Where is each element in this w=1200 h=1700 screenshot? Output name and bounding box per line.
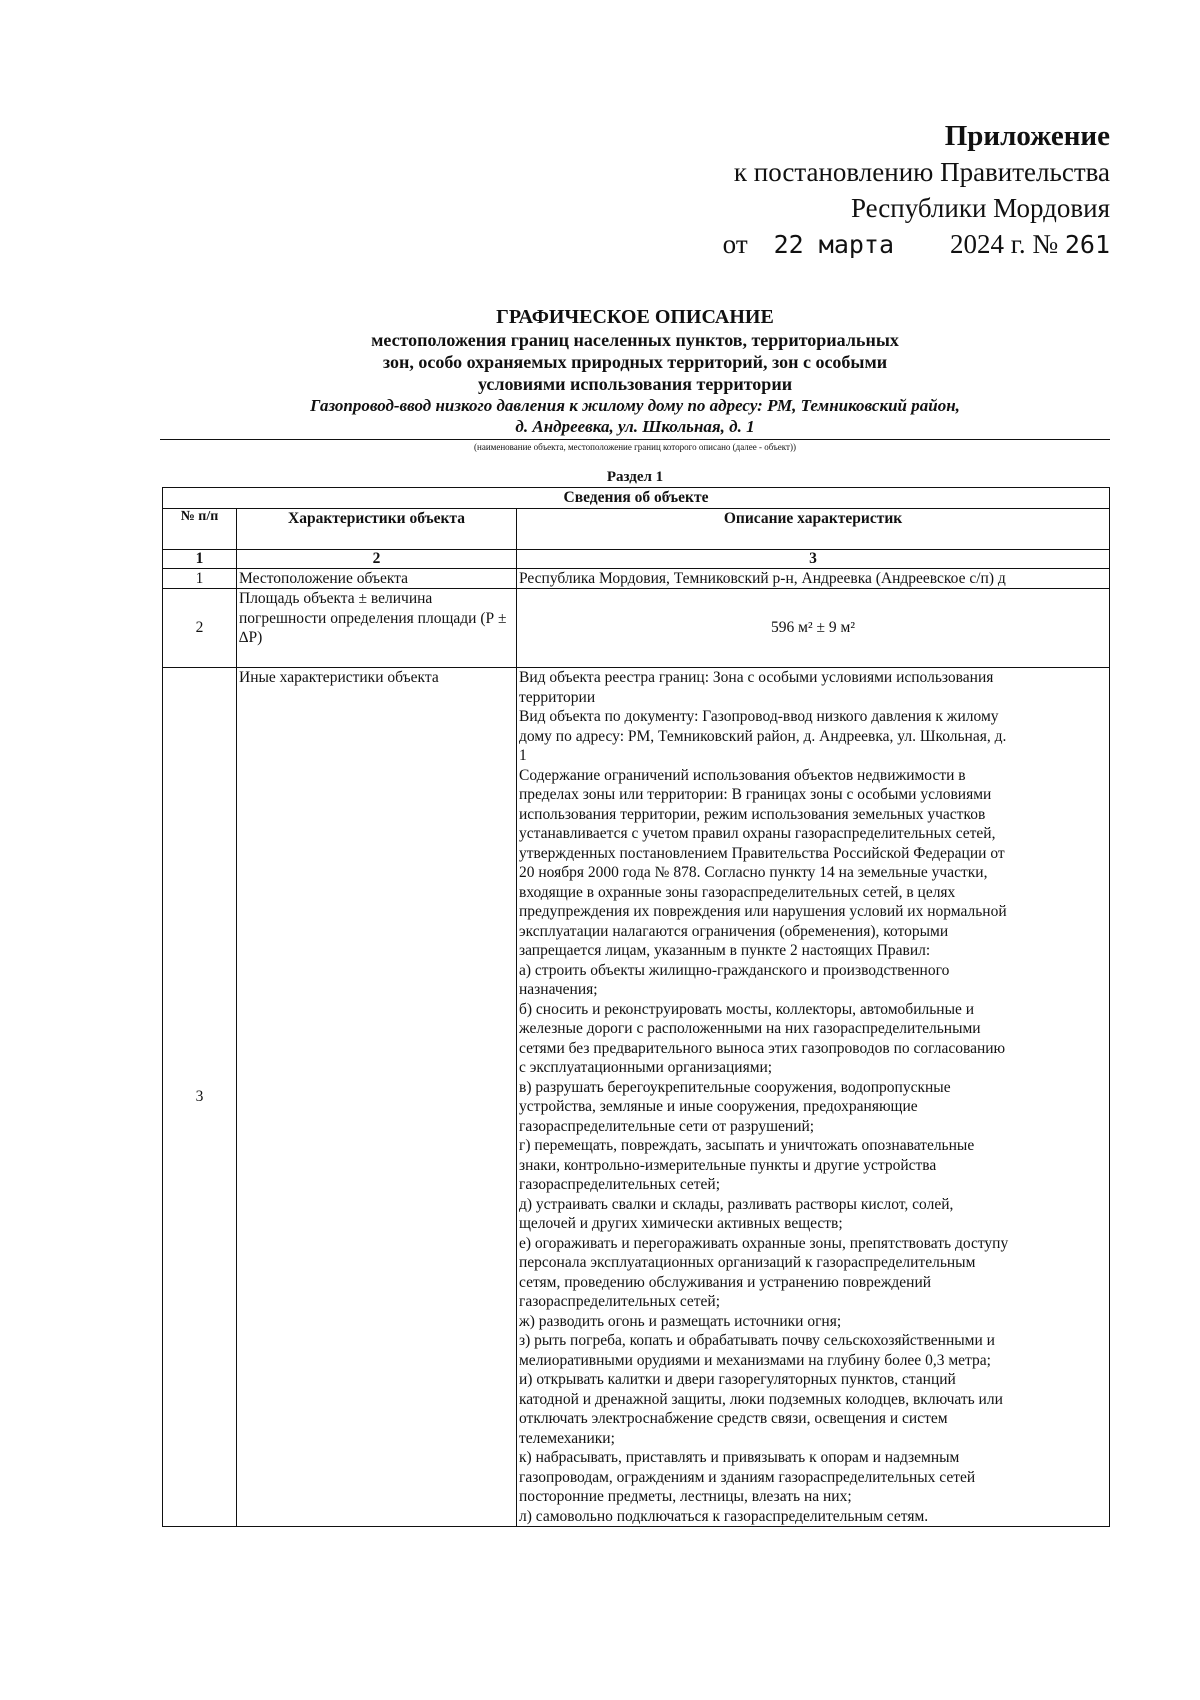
table-index-row xyxy=(163,549,1110,568)
table-title: Сведения об объекте xyxy=(163,488,1110,509)
description-line: газораспределительные сети от разрушений; xyxy=(519,1117,815,1135)
row-number: 1 xyxy=(163,568,237,589)
description-line: запрещается лицам, указанным в пункте 2 настоящих Правил: xyxy=(519,942,931,959)
description-line: предупреждения их повреждения или нарушения условий их нормальной xyxy=(519,903,1007,920)
appendix-date xyxy=(550,226,1110,263)
appendix-title: Приложение xyxy=(944,120,1110,152)
description-line: газораспределительных сетей; xyxy=(519,1293,721,1310)
description-line: б) сносить и реконструировать мосты, коллекторы, автомобильные и xyxy=(519,1000,975,1018)
row-number: 2 xyxy=(163,589,237,668)
description-line: посторонние предметы, лестницы, влезать на них; xyxy=(519,1488,852,1505)
description-line: мелиоративными орудиями и механизмами на глубину более 0,3 метра; xyxy=(519,1351,991,1369)
description-line: щелочей и других химически активных веществ; xyxy=(519,1215,843,1232)
description-line: с эксплуатационными организациями; xyxy=(519,1059,773,1076)
description-line: отключать электроснабжение средств связи, освещения и систем xyxy=(519,1410,948,1427)
description-line: г) перемещать, повреждать, засыпать и уничтожать опознавательные xyxy=(519,1137,975,1154)
header-description: Описание характеристик xyxy=(517,508,1110,549)
description-line: л) самовольно подключаться к газораспределительным сетям. xyxy=(519,1507,929,1525)
description-line: телемеханики; xyxy=(519,1429,615,1447)
row-characteristic: Площадь объекта ± величина погрешности определения площади (Р ± ∆Р) xyxy=(237,589,517,668)
description-line: Содержание ограничений использования объектов недвижимости в xyxy=(519,766,966,784)
description-line: ж) разводить огонь и размещать источники огня; xyxy=(519,1312,842,1330)
header-number: № п/п xyxy=(163,508,237,549)
description-line: сетям, проведению обслуживания и устранению повреждений xyxy=(519,1273,932,1291)
description-line: железные дороги с расположенными на них газораспределительными xyxy=(519,1020,981,1037)
description-line: а) строить объекты жилищно-гражданского и производственного xyxy=(519,961,950,979)
description-line: д) устраивать свалки и склады, разливать растворы кислот, солей, xyxy=(519,1195,954,1213)
row-description: 596 м² ± 9 м² xyxy=(517,589,1110,668)
document-number: 261 xyxy=(1064,230,1110,259)
index-cell: 3 xyxy=(517,549,1110,568)
date-prefix: от xyxy=(722,229,748,259)
row-characteristic: Иные характеристики объекта xyxy=(237,668,517,1527)
description-line: устанавливается с учетом правил охраны газораспределительных сетей, xyxy=(519,825,996,842)
date-day-month: 22 марта xyxy=(773,230,895,259)
description-line: 1 xyxy=(519,747,527,764)
description-line: в) разрушать берегоукрепительные сооружения, водопропускные xyxy=(519,1078,951,1096)
object-name-line-1: Газопровод-ввод низкого давления к жилому дому по адресу: РМ, Темниковский район, xyxy=(310,396,960,415)
description-line: газопроводам, ограждениям и зданиям газораспределительных сетей xyxy=(519,1468,976,1486)
document-title: ГРАФИЧЕСКОЕ ОПИСАНИЕ xyxy=(496,306,774,328)
section-label: Раздел 1 xyxy=(606,469,664,485)
description-line: знаки, контрольно-измерительные пункты и другие устройства xyxy=(519,1156,937,1174)
description-line: сетями без предварительного выноса этих газопроводов по согласованию xyxy=(519,1039,1006,1057)
row-description: Республика Мордовия, Темниковский р-н, Андреевка (Андреевское с/п) д xyxy=(517,568,1110,589)
date-year: 2024 г. № xyxy=(950,229,1059,259)
description-line: территории xyxy=(519,688,596,706)
description-line: утвержденных постановлением Правительства Российской Федерации от xyxy=(519,844,1005,862)
object-info-table xyxy=(162,487,1110,1527)
row-characteristic: Местоположение объекта xyxy=(237,568,517,589)
table-row xyxy=(163,589,1110,668)
description-line: и) открывать калитки и двери газорегуляторных пунктов, станций xyxy=(519,1371,956,1388)
description-line: устройства, земляные и иные сооружения, предохраняющие xyxy=(519,1098,918,1115)
row-description xyxy=(517,668,1110,1527)
description-line: использования территории, режим использования земельных участков xyxy=(519,805,986,823)
appendix-block xyxy=(550,118,1110,263)
header-characteristic: Характеристики объекта xyxy=(237,508,517,549)
description-line: з) рыть погреба, копать и обрабатывать почву сельскохозяйственными и xyxy=(519,1332,995,1349)
description-line: Вид объекта реестра границ: Зона с особыми условиями использования xyxy=(519,669,994,686)
description-line: 20 ноября 2000 года № 878. Согласно пункту 14 на земельные участки, xyxy=(519,864,988,881)
description-line: персонала эксплуатационных организаций к газораспределительным xyxy=(519,1254,976,1271)
description-line: входящие в охранные зоны газораспределительных сетей, в целях xyxy=(519,883,956,901)
index-cell: 1 xyxy=(163,549,237,568)
description-line: Вид объекта по документу: Газопровод-ввод низкого давления к жилому xyxy=(519,708,999,725)
table-row xyxy=(163,568,1110,589)
object-name-line-2: д. Андреевка, ул. Школьная, д. 1 xyxy=(515,417,755,436)
subtitle-line-3: условиями использования территории xyxy=(477,374,793,394)
table-title-row xyxy=(163,488,1110,509)
description-line: назначения; xyxy=(519,981,598,998)
description-line: эксплуатации налагаются ограничения (обременения), которыми xyxy=(519,922,949,940)
table-header-row xyxy=(163,508,1110,549)
description-line: катодной и дренажной защиты, люки подземных колодцев, включать или xyxy=(519,1390,1003,1408)
table-row xyxy=(163,668,1110,1527)
description-line: газораспределительных сетей; xyxy=(519,1176,721,1193)
index-cell: 2 xyxy=(237,549,517,568)
row-number: 3 xyxy=(163,668,237,1527)
subtitle-line-1: местоположения границ населенных пунктов, территориальных xyxy=(371,330,899,350)
description-line: к) набрасывать, приставлять и привязывать к опорам и надземным xyxy=(519,1449,960,1466)
appendix-line-2: Республики Мордовия xyxy=(850,193,1110,223)
document-heading xyxy=(160,305,1110,453)
heading-rule xyxy=(160,439,1110,440)
heading-note: (наименование объекта, местоположение границ которого описано (далее - объект)) xyxy=(474,442,796,452)
subtitle-line-2: зон, особо охраняемых природных территорий, зон с особыми xyxy=(382,352,888,372)
description-line: дому по адресу: РМ, Темниковский район, д. Андреевка, ул. Школьная, д. xyxy=(519,727,1007,745)
appendix-line-1: к постановлению Правительства xyxy=(733,157,1110,187)
description-line: пределах зоны или территории: В границах зоны с особыми условиями xyxy=(519,786,992,803)
description-line: е) огораживать и перегораживать охранные зоны, препятствовать доступу xyxy=(519,1234,1009,1252)
